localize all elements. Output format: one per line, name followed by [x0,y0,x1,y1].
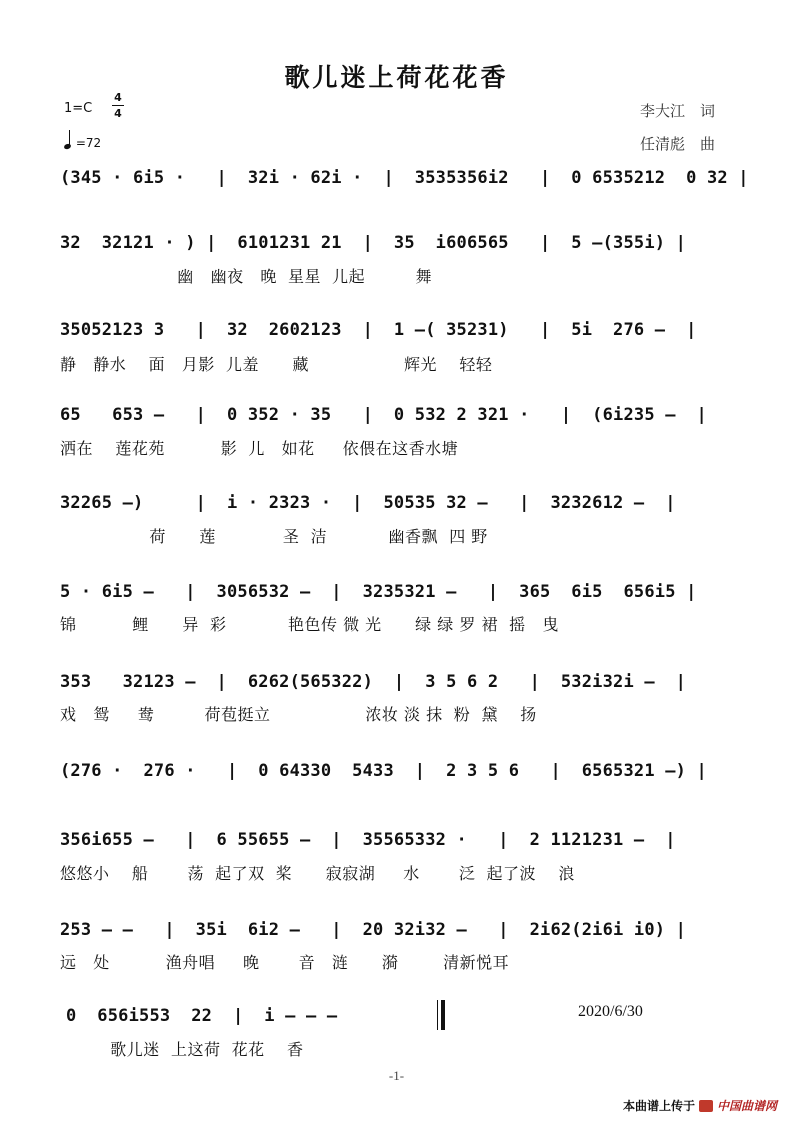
notation-row: 0 656i553 22 | i – – – [66,1006,338,1026]
notation-row: 32265 –) | i · 2323 · | 50535 32 – | 3232612 – | [60,493,676,513]
notation-row: (345 · 6i5 · | 32i · 62i · | 3535356i2 | 0 6535212 0 32 | [60,168,749,188]
lyric-row: 远 处 渔舟唱 晚 音 涟 漪 清新悦耳 [60,953,510,972]
page-number: -1- [388,1068,405,1083]
lyric-row: 歌儿迷 上这荷 花花 香 [60,1040,304,1059]
footer-label: 本曲谱上传于 [622,1099,695,1113]
notation-row: 5 · 6i5 – | 3056532 – | 3235321 – | 365 6i5 656i5 | [60,582,697,602]
notation-row: (276 · 276 · | 0 64330 5433 | 2 3 5 6 | 6565321 –) | [60,761,707,781]
key-signature: 1=C [64,101,93,116]
final-barline [437,1000,444,1030]
lyric-row: 锦 鲤 异 彩 艳色传 微 光 绿 绿 罗 裙 摇 曳 [60,615,559,634]
notation-row: 353 32123 – | 6262(565322) | 3 5 6 2 | 532i32i – | [60,672,687,692]
lyric-row: 悠悠小 船 荡 起了双 桨 寂寂湖 水 泛 起了波 浪 [60,864,575,883]
lyric-row: 戏 鸳 鸯 荷苞挺立 浓妆 淡 抹 粉 黛 扬 [60,705,537,724]
date-stamp: 2020/6/30 [578,1003,643,1020]
notation-row: 65 653 – | 0 352 · 35 | 0 532 2 321 · | (6i235 – | [60,405,707,425]
notation-row: 253 – – | 35i 6i2 – | 20 32i32 – | 2i62(2i6i i0) | [60,920,687,940]
site-logo-icon [699,1100,713,1112]
lyric-row: 荷 莲 圣 洁 幽香飘 四 野 [60,527,488,546]
site-name: 中国曲谱网 [716,1099,777,1113]
time-signature: 4 4 [112,91,124,120]
notation-row: 356i655 – | 6 55655 – | 35565332 · | 2 1121231 – | [60,830,676,850]
quarter-note-icon [63,143,71,150]
composer-credit: 任清彪 曲 [640,135,716,153]
notation-row: 32 32121 · ) | 6101231 21 | 35 i606565 | 5 –(355i) | [60,233,687,253]
lyricist-credit: 李大江 词 [640,102,716,120]
lyric-row: 静 静水 面 月影 儿羞 藏 辉光 轻轻 [60,355,493,374]
lyric-row: 幽 幽夜 晚 星星 儿起 舞 [60,267,432,286]
upload-footer [623,1097,777,1114]
lyric-row: 洒在 莲花苑 影 儿 如花 依偎在这香水塘 [60,439,459,458]
song-title: 歌儿迷上荷花花香 [284,63,509,92]
notation-row: 35052123 3 | 32 2602123 | 1 –( 35231) | 5i 276 – | [60,320,697,340]
tempo-marking: =72 [64,132,101,150]
